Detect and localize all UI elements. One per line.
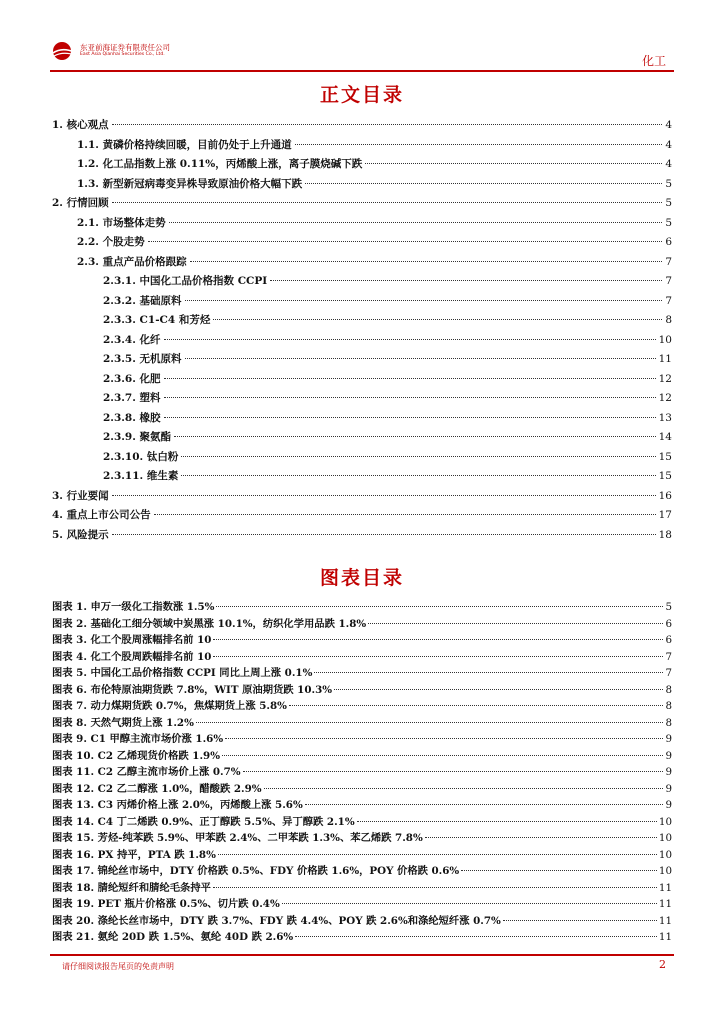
toc-entry-label: 1. 核心观点 [52,119,109,131]
toc-entry-page: 4 [665,158,672,170]
toc-entry[interactable] [52,507,672,527]
dot-leader [112,534,656,535]
dot-leader [368,623,663,624]
company-name-en: East Asia Qianhai Securities Co., Ltd. [80,52,165,57]
toc-entry-page: 18 [658,528,672,541]
toc-title: 正文目录 [319,84,404,106]
toc-entry-page: 7 [665,294,672,307]
dot-leader [270,280,662,281]
dot-leader [164,397,656,398]
toc-entry-label: 1.2. 化工品指数上涨 0.11%，丙烯酸上涨，离子膜烧碱下跌 [77,158,363,170]
toc-entry-label: 4. 重点上市公司公告 [52,509,151,521]
toc-entry-page: 8 [665,314,672,326]
figure-entry[interactable] [52,730,672,748]
toc-entry[interactable] [103,332,672,352]
toc-entry-label: 2.3.10. 钛白粉 [103,450,179,463]
figure-entry[interactable] [52,895,672,913]
dot-leader [425,837,657,838]
dot-leader [289,705,664,706]
dot-leader [181,475,655,476]
toc-entry-label: 2.3.7. 塑料 [103,392,161,404]
figure-entry[interactable] [52,648,672,666]
dot-leader [148,241,663,242]
figure-entry-page: 7 [665,667,672,679]
dot-leader [305,804,664,805]
dot-leader [181,456,655,457]
figure-entry[interactable] [52,846,672,864]
toc-entry[interactable] [77,176,672,196]
figure-entry-label: 图表 11. C2 乙醇主流市场价上涨 0.7% [52,766,241,778]
toc-entry[interactable] [77,254,672,274]
toc-entry[interactable] [52,488,672,508]
toc-entry-page: 14 [658,431,672,443]
dot-leader [164,417,656,418]
dot-leader [503,920,657,921]
figure-entry-page: 10 [658,848,672,861]
figure-entry[interactable] [52,829,672,847]
dot-leader [154,514,656,515]
toc-entry-page: 16 [658,489,672,502]
toc-entry[interactable] [103,449,672,469]
figure-entry-label: 图表 13. C3 丙烯价格上涨 2.0%，丙烯酸上涨 5.6% [52,799,303,811]
toc-entry[interactable] [103,390,672,410]
toc-entry[interactable] [77,215,672,235]
toc-entry-page: 13 [658,411,672,424]
figure-entry[interactable] [52,681,672,699]
figure-entry-page: 8 [665,683,672,696]
toc-entry[interactable] [103,293,672,313]
dot-leader [112,495,656,496]
dot-leader [314,672,663,673]
figure-entry-label: 图表 3. 化工个股周涨幅排名前 10 [52,634,212,646]
toc-entry-label: 5. 风险提示 [52,528,109,541]
dot-leader [185,300,663,301]
figure-entry-label: 图表 1. 申万一级化工指数涨 1.5% [52,601,215,613]
figure-entry-page: 11 [658,898,672,910]
figure-entry[interactable] [52,796,672,814]
figure-entry-page: 9 [665,766,672,778]
figure-entry-label: 图表 20. 涤纶长丝市场中，DTY 跌 3.7%、FDY 跌 4.4%、POY 跌 2.6%和涤纶短纤涨 0.7% [52,914,501,927]
figure-entry-label: 图表 15. 芳烃-纯苯跌 5.9%、甲苯跌 2.4%、二甲苯跌 1.3%、苯乙烯跌 7.8% [52,832,423,844]
figure-entry-label: 图表 14. C4 丁二烯跌 0.9%、正丁醇跌 5.5%、异丁醇跌 2.1% [52,815,355,828]
dot-leader [305,183,662,184]
figure-entry-label: 图表 7. 动力煤期货跌 0.7%，焦煤期货上涨 5.8% [52,700,287,712]
figure-entry-page: 9 [665,782,672,795]
dot-leader [334,689,663,690]
dot-leader [174,436,656,437]
dot-leader [190,261,663,262]
toc-entry-page: 5 [665,216,672,229]
figure-entry[interactable] [52,664,672,682]
toc-entry-label: 2.3.1. 中国化工品价格指数 CCPI [103,275,268,287]
toc-entry-label: 2.3. 重点产品价格跟踪 [77,255,187,268]
report-category: 化工 [641,54,666,68]
toc-entry[interactable] [103,273,672,293]
toc-entry[interactable] [103,468,672,488]
dot-leader [216,606,663,607]
toc-entry-page: 15 [658,470,672,482]
toc-entry-page: 7 [665,255,672,268]
dot-leader [213,639,663,640]
figure-entry-page: 9 [665,733,672,745]
toc-entry[interactable] [103,312,672,332]
toc-entry-label: 3. 行业要闻 [52,489,109,502]
toc-entry[interactable] [77,234,672,254]
figure-entry-label: 图表 2. 基础化工细分领域中炭黑涨 10.1%，纺织化学用品跌 1.8% [52,617,367,630]
figure-entry-label: 图表 8. 天然气期货上涨 1.2% [52,716,194,729]
dot-leader [357,821,657,822]
dot-leader [218,854,657,855]
dot-leader [164,378,656,379]
toc-entry-page: 4 [665,138,672,151]
figure-entry-label: 图表 5. 中国化工品价格指数 CCPI 同比上周上涨 0.1% [52,667,313,679]
figure-entry-page: 5 [665,601,672,613]
dot-leader [282,903,657,904]
footer-divider [50,954,674,956]
dot-leader [243,771,664,772]
toc-entry-page: 4 [665,119,672,131]
toc-entry-page: 10 [658,333,672,346]
toc-entry-label: 2.3.6. 化肥 [103,372,161,385]
company-name-cn: 东亚前海证券有限责任公司 [80,43,170,52]
figure-entry[interactable] [52,879,672,897]
figure-entry[interactable] [52,912,672,930]
figure-entry[interactable] [52,714,672,732]
toc-entry[interactable] [52,527,672,547]
toc-entry-label: 2. 行情回顾 [52,197,109,209]
figure-entry[interactable] [52,747,672,765]
dot-leader [185,358,656,359]
dot-leader [295,144,663,145]
toc-entry-page: 15 [658,450,672,463]
figure-entry-label: 图表 18. 腈纶短纤和腈纶毛条持平 [52,881,211,894]
figure-entry[interactable] [52,813,672,831]
dot-leader [164,339,656,340]
figure-entry-page: 11 [658,931,672,943]
figure-entry-page: 9 [665,799,672,811]
toc-entry-label: 2.3.11. 维生素 [103,470,179,482]
dot-leader [365,163,662,164]
toc-entry-page: 7 [665,275,672,287]
page-number: 2 [659,958,666,971]
figure-entry-page: 11 [658,914,672,927]
figure-entry-page: 11 [658,881,672,894]
toc-entry-label: 2.3.8. 橡胶 [103,411,161,424]
footer-disclaimer: 请仔细阅读报告尾页的免责声明 [62,962,174,971]
toc-entry[interactable] [52,195,672,215]
figure-entry-label: 图表 21. 氨纶 20D 跌 1.5%、氨纶 40D 跌 2.6% [52,931,294,943]
toc-entry-label: 2.3.5. 无机原料 [103,353,182,365]
figure-entry-page: 8 [665,716,672,729]
toc-entry-page: 5 [665,177,672,190]
figure-entry-page: 7 [665,650,672,663]
figure-entry[interactable] [52,697,672,715]
figure-entry[interactable] [52,615,672,633]
page-header [50,38,674,68]
dot-leader [461,870,657,871]
toc-entry-label: 2.3.4. 化纤 [103,333,161,346]
figure-entry-label: 图表 17. 锦纶丝市场中，DTY 价格跌 0.5%、FDY 价格跌 1.6%，POY 价格跌 0.6% [52,865,460,877]
dot-leader [225,738,663,739]
figure-entry-page: 9 [665,749,672,762]
figure-entry-label: 图表 6. 布伦特原油期货跌 7.8%，WIT 原油期货跌 10.3% [52,683,333,696]
toc-entry-label: 1.1. 黄磷价格持续回暖，目前仍处于上升通道 [77,138,292,151]
figure-entry-label: 图表 19. PET 瓶片价格涨 0.5%、切片跌 0.4% [52,898,280,910]
toc-entry-label: 2.1. 市场整体走势 [77,216,166,229]
dot-leader [213,319,662,320]
figure-entry-label: 图表 10. C2 乙烯现货价格跌 1.9% [52,749,220,762]
toc-entry[interactable] [103,351,672,371]
figure-entry[interactable] [52,928,672,946]
toc-entry-page: 6 [665,236,672,248]
toc-entry-label: 1.3. 新型新冠病毒变异株导致原油价格大幅下跌 [77,177,303,190]
figures-title: 图表目录 [319,567,404,589]
figure-entry-label: 图表 12. C2 乙二醇涨 1.0%，醋酸跌 2.9% [52,782,262,795]
figure-entry-page: 10 [658,815,672,828]
figure-entry-page: 8 [665,700,672,712]
toc-entry-label: 2.3.2. 基础原料 [103,294,182,307]
toc-entry[interactable] [103,410,672,430]
dot-leader [112,124,663,125]
toc-entry-label: 2.3.3. C1-C4 和芳烃 [103,314,211,326]
toc-entry[interactable] [103,429,672,449]
toc-entry[interactable] [52,117,672,137]
figure-entry[interactable] [52,862,672,880]
toc-entry-label: 2.2. 个股走势 [77,236,145,248]
toc-entry[interactable] [103,371,672,391]
figure-entry[interactable] [52,763,672,781]
figure-entry[interactable] [52,598,672,616]
figure-entry[interactable] [52,780,672,798]
figure-entry-label: 图表 9. C1 甲醇主流市场价涨 1.6% [52,733,224,745]
toc-entry-label: 2.3.9. 聚氨酯 [103,431,172,443]
toc-entry[interactable] [77,137,672,157]
dot-leader [112,202,663,203]
dot-leader [264,788,664,789]
dot-leader [295,936,657,937]
figure-entry-page: 6 [665,634,672,646]
header-divider [50,70,674,72]
toc-entry-page: 11 [658,353,672,365]
dot-leader [213,656,663,657]
toc-entry-page: 17 [658,509,672,521]
toc-entry-page: 12 [658,392,672,404]
figure-entry-page: 6 [665,617,672,630]
figure-entry-page: 10 [658,865,672,877]
dot-leader [213,887,657,888]
toc-entry-page: 12 [658,372,672,385]
company-logo-icon [50,40,76,62]
toc-entry-page: 5 [665,197,672,209]
dot-leader [222,755,663,756]
figure-entry[interactable] [52,631,672,649]
figure-entry-page: 10 [658,832,672,844]
dot-leader [169,222,663,223]
toc-entry[interactable] [77,156,672,176]
figure-entry-label: 图表 16. PX 持平，PTA 跌 1.8% [52,848,216,861]
dot-leader [196,722,664,723]
figure-entry-label: 图表 4. 化工个股周跌幅排名前 10 [52,650,212,663]
